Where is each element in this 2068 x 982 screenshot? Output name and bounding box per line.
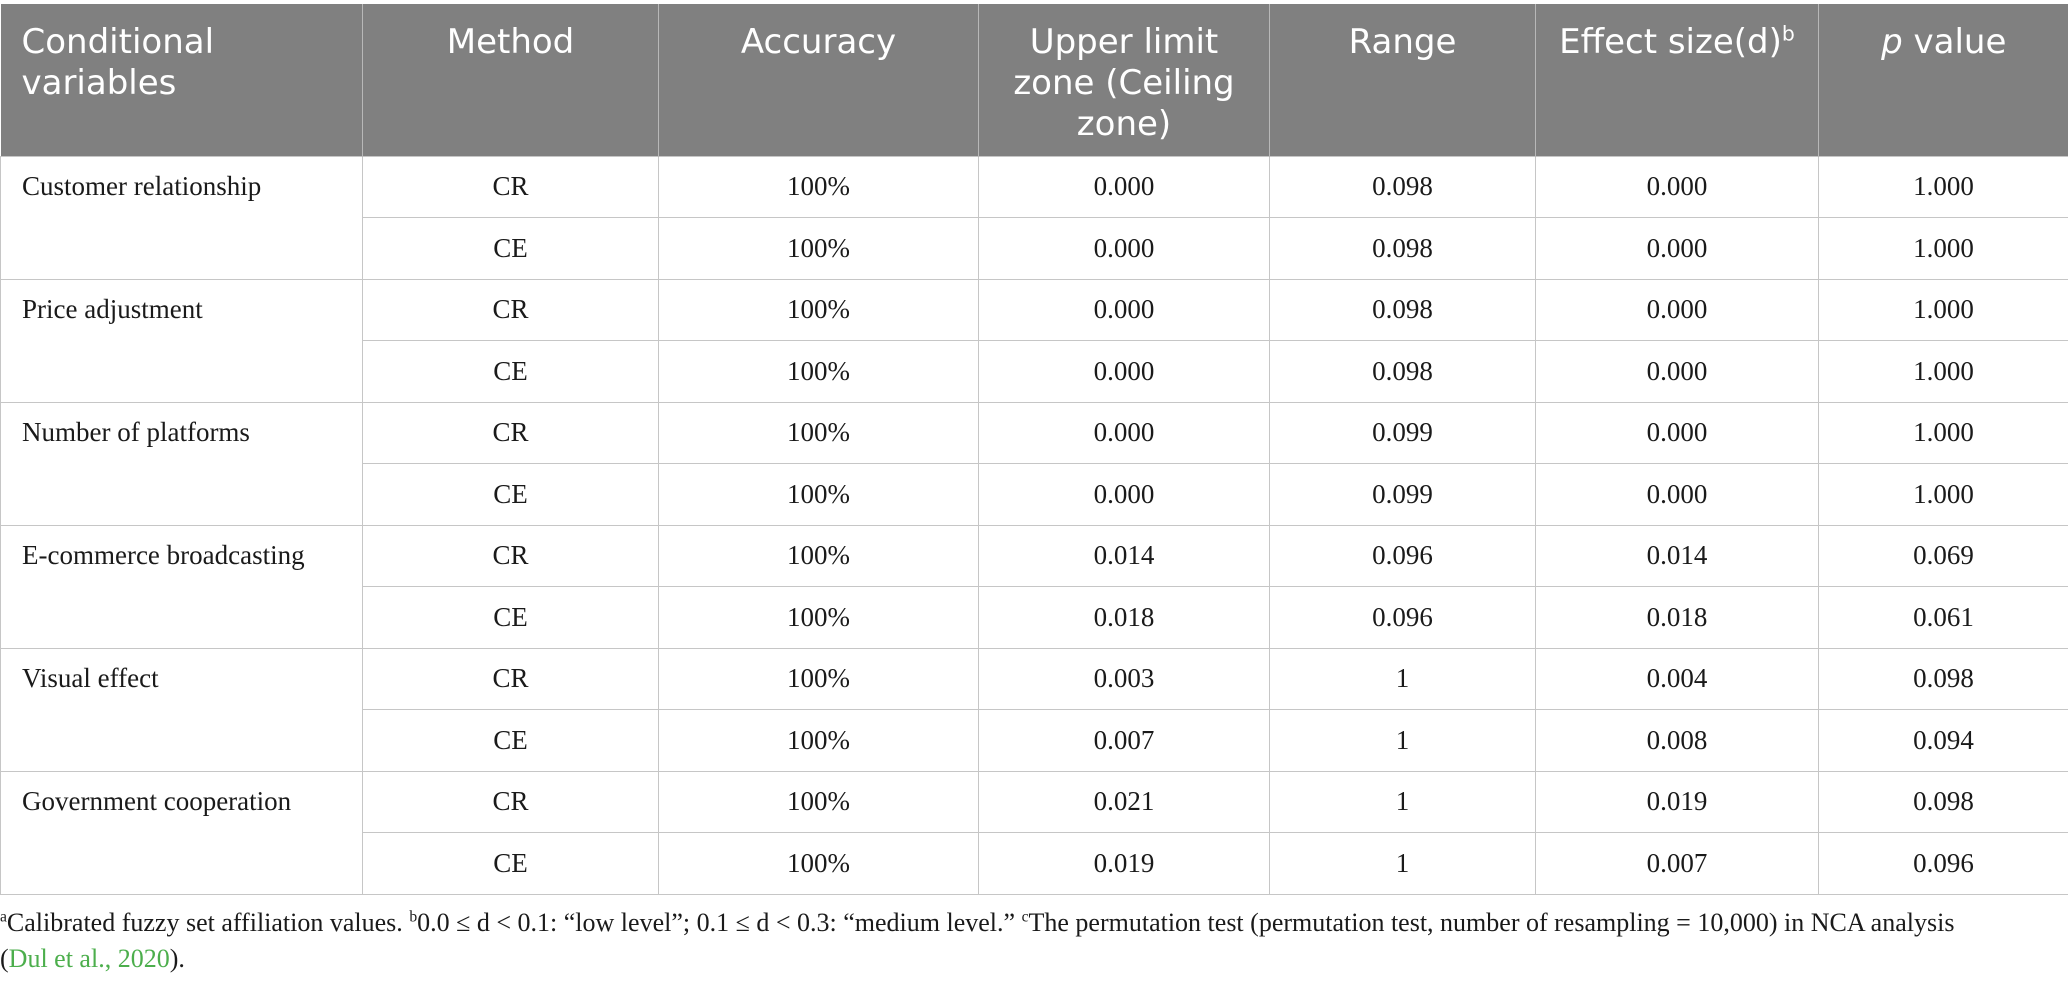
ceiling-zone-cell: 0.000: [979, 464, 1270, 526]
table-wrapper: [0, 4, 2068, 895]
footnote-b-text: 0.0 ≤ d < 0.1: “low level”; 0.1 ≤ d < 0.3: “medium level.”: [417, 908, 1022, 937]
p-value-cell: 1.000: [1819, 218, 2068, 280]
header-p-value: p value: [1819, 4, 2068, 156]
p-value-cell: 0.096: [1819, 833, 2068, 895]
p-value-cell: 0.069: [1819, 525, 2068, 587]
range-cell: 0.099: [1270, 402, 1536, 464]
range-cell: 1: [1270, 833, 1536, 895]
footnote-a-text: Calibrated fuzzy set affiliation values.: [6, 908, 410, 937]
method-cell: CR: [363, 648, 659, 710]
ceiling-zone-cell: 0.007: [979, 710, 1270, 772]
nca-results-table: [0, 4, 2068, 895]
p-value-cell: 0.098: [1819, 771, 2068, 833]
effect-size-cell: 0.000: [1536, 218, 1819, 280]
footnote-c-text: The permutation test (permutation test, number of resampling = 10,000) in NCA analysis (: [0, 908, 1955, 973]
method-cell: CE: [363, 710, 659, 772]
accuracy-cell: 100%: [659, 833, 979, 895]
ceiling-zone-cell: 0.014: [979, 525, 1270, 587]
effect-size-cell: 0.000: [1536, 279, 1819, 341]
citation-link[interactable]: Dul et al., 2020: [8, 944, 170, 973]
range-cell: 1: [1270, 771, 1536, 833]
range-cell: 0.096: [1270, 587, 1536, 649]
method-cell: CR: [363, 771, 659, 833]
header-accuracy: Accuracy: [659, 4, 979, 156]
method-cell: CE: [363, 587, 659, 649]
accuracy-cell: 100%: [659, 156, 979, 218]
effect-size-cell: 0.019: [1536, 771, 1819, 833]
range-cell: 0.098: [1270, 341, 1536, 403]
table-row: [1, 771, 2068, 833]
table-footnote: [0, 905, 2000, 977]
range-cell: 1: [1270, 648, 1536, 710]
ceiling-zone-cell: 0.000: [979, 279, 1270, 341]
accuracy-cell: 100%: [659, 710, 979, 772]
effect-size-cell: 0.000: [1536, 464, 1819, 526]
ceiling-zone-cell: 0.018: [979, 587, 1270, 649]
ceiling-zone-cell: 0.000: [979, 156, 1270, 218]
header-range: Range: [1270, 4, 1536, 156]
method-cell: CE: [363, 833, 659, 895]
variable-cell: E-commerce broadcasting: [1, 525, 363, 648]
footnote-mark-b: b: [1781, 21, 1795, 46]
accuracy-cell: 100%: [659, 279, 979, 341]
variable-cell: Customer relationship: [1, 156, 363, 279]
range-cell: 0.099: [1270, 464, 1536, 526]
range-cell: 1: [1270, 710, 1536, 772]
accuracy-cell: 100%: [659, 771, 979, 833]
accuracy-cell: 100%: [659, 587, 979, 649]
method-cell: CR: [363, 402, 659, 464]
effect-size-cell: 0.004: [1536, 648, 1819, 710]
p-italic: p: [1881, 22, 1903, 62]
variable-cell: Price adjustment: [1, 279, 363, 402]
table-row: [1, 279, 2068, 341]
method-cell: CE: [363, 464, 659, 526]
header-upper-limit-zone: Upper limit zone (Ceiling zone): [979, 4, 1270, 156]
ceiling-zone-cell: 0.000: [979, 402, 1270, 464]
p-value-cell: 0.094: [1819, 710, 2068, 772]
p-value-cell: 0.098: [1819, 648, 2068, 710]
accuracy-cell: 100%: [659, 218, 979, 280]
header-method: Method: [363, 4, 659, 156]
table-header: [1, 4, 2068, 156]
effect-size-cell: 0.007: [1536, 833, 1819, 895]
table-row: [1, 156, 2068, 218]
header-conditional-variables: Conditional variables: [1, 4, 363, 156]
p-value-cell: 1.000: [1819, 402, 2068, 464]
effect-size-cell: 0.008: [1536, 710, 1819, 772]
variable-cell: Government cooperation: [1, 771, 363, 894]
variable-cell: Visual effect: [1, 648, 363, 771]
range-cell: 0.096: [1270, 525, 1536, 587]
method-cell: CE: [363, 218, 659, 280]
table-row: [1, 402, 2068, 464]
method-cell: CE: [363, 341, 659, 403]
method-cell: CR: [363, 279, 659, 341]
effect-size-cell: 0.014: [1536, 525, 1819, 587]
accuracy-cell: 100%: [659, 464, 979, 526]
accuracy-cell: 100%: [659, 341, 979, 403]
p-value-cell: 1.000: [1819, 156, 2068, 218]
range-cell: 0.098: [1270, 156, 1536, 218]
table-body: [1, 156, 2068, 894]
accuracy-cell: 100%: [659, 402, 979, 464]
ceiling-zone-cell: 0.021: [979, 771, 1270, 833]
header-row: [1, 4, 2068, 156]
effect-size-cell: 0.018: [1536, 587, 1819, 649]
footnote-tail: ).: [169, 944, 185, 973]
p-value-cell: 1.000: [1819, 279, 2068, 341]
ceiling-zone-cell: 0.003: [979, 648, 1270, 710]
effect-size-cell: 0.000: [1536, 402, 1819, 464]
header-effect-size: Effect $size(d)^b$: [1536, 4, 1819, 156]
method-cell: CR: [363, 156, 659, 218]
ceiling-zone-cell: 0.000: [979, 218, 1270, 280]
effect-size-cell: 0.000: [1536, 156, 1819, 218]
accuracy-cell: 100%: [659, 525, 979, 587]
p-value-cell: 1.000: [1819, 464, 2068, 526]
table-row: [1, 525, 2068, 587]
footnote-mark-b-note: b: [409, 908, 418, 926]
footnote-mark-a: a: [0, 908, 7, 926]
table-row: [1, 648, 2068, 710]
range-cell: 0.098: [1270, 279, 1536, 341]
ceiling-zone-cell: 0.019: [979, 833, 1270, 895]
footnote-mark-c: c: [1021, 908, 1029, 926]
method-cell: CR: [363, 525, 659, 587]
effect-size-cell: 0.000: [1536, 341, 1819, 403]
ceiling-zone-cell: 0.000: [979, 341, 1270, 403]
accuracy-cell: 100%: [659, 648, 979, 710]
p-value-cell: 1.000: [1819, 341, 2068, 403]
p-value-cell: 0.061: [1819, 587, 2068, 649]
variable-cell: Number of platforms: [1, 402, 363, 525]
range-cell: 0.098: [1270, 218, 1536, 280]
